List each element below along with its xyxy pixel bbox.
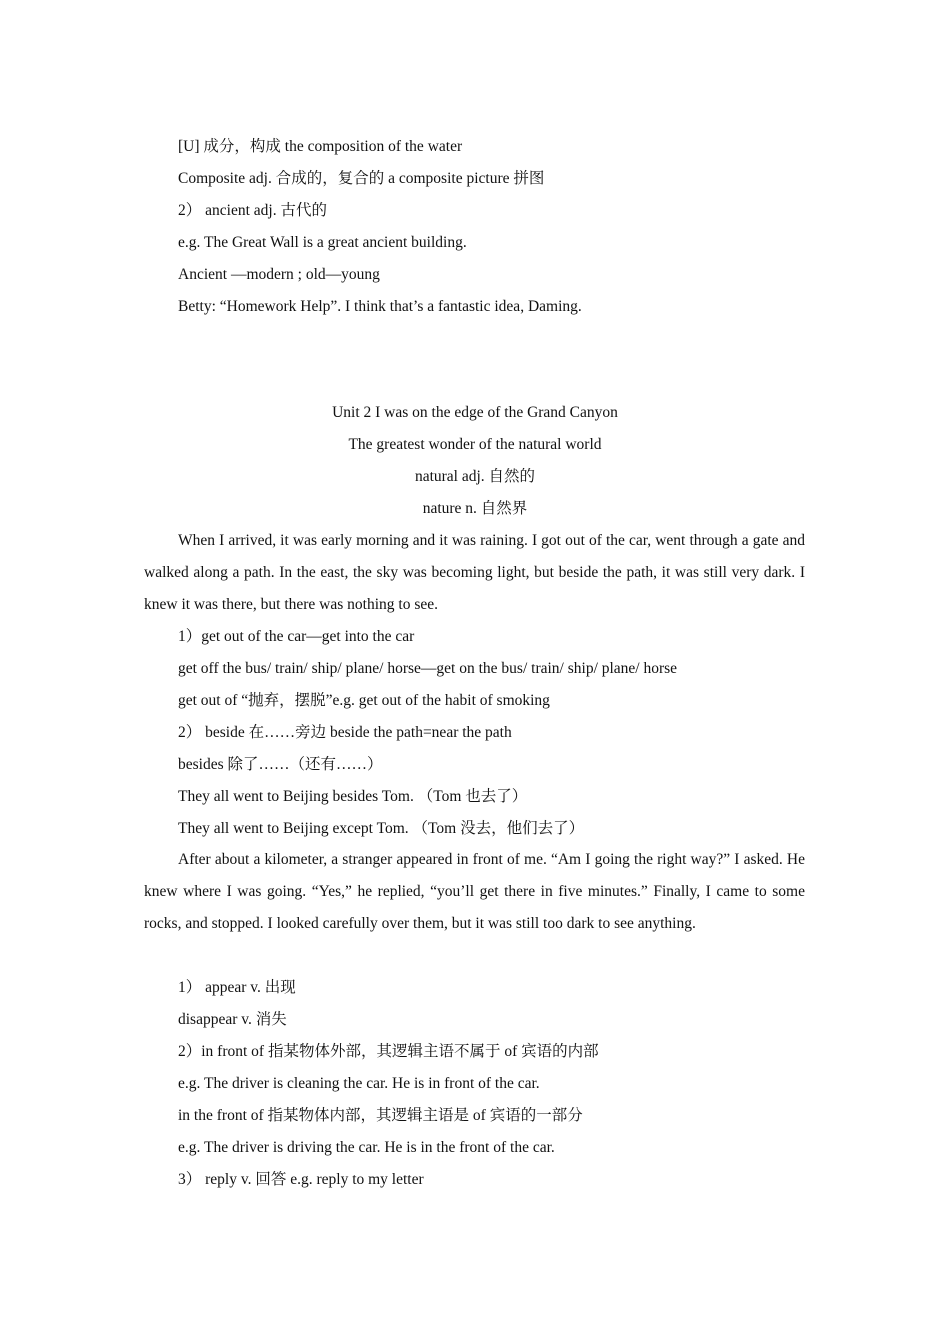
note-line: e.g. The driver is driving the car. He is in the front of the car. [178, 1139, 555, 1156]
note-line: 1）get out of the car—get into the car [178, 628, 415, 645]
note-line: 1） appear v. 出现 [178, 979, 296, 996]
note-line: 2） beside 在……旁边 beside the path=near the path [178, 724, 512, 741]
note-line: Betty: “Homework Help”. I think that’s a fantastic idea, Daming. [178, 298, 582, 315]
vocab-nature: nature n. 自然界 [422, 500, 528, 517]
note-line: 3） reply v. 回答 e.g. reply to my letter [178, 1171, 424, 1188]
note-line: get out of “抛弃，摆脱”e.g. get out of the habit of smoking [178, 692, 550, 709]
note-line: 2） ancient adj. 古代的 [178, 202, 327, 219]
unit-title: Unit 2 I was on the edge of the Grand Canyon [332, 404, 618, 421]
passage-paragraph: When I arrived, it was early morning and it was raining. I got out of the car, went through a gate and walked along a path. In the east, the sky was becoming light, but beside the path, it was still very dark. I knew it was there, but there was nothing to see. [144, 532, 805, 613]
note-line: Composite adj. 合成的，复合的 a composite picture 拼图 [178, 170, 545, 187]
note-line: besides 除了……（还有……） [178, 756, 383, 773]
note-line: They all went to Beijing besides Tom. （Tom 也去了） [178, 788, 528, 805]
note-line: in the front of 指某物体内部，其逻辑主语是 of 宾语的一部分 [178, 1107, 583, 1124]
note-line: e.g. The driver is cleaning the car. He is in front of the car. [178, 1075, 540, 1092]
note-line: [U] 成分，构成 the composition of the water [178, 138, 463, 155]
note-line: get off the bus/ train/ ship/ plane/ horse—get on the bus/ train/ ship/ plane/ horse [178, 660, 678, 677]
vocab-natural: natural adj. 自然的 [414, 468, 536, 485]
note-line: They all went to Beijing except Tom. （Tom 没去，他们去了） [178, 820, 585, 837]
note-line: 2）in front of 指某物体外部，其逻辑主语不属于 of 宾语的内部 [178, 1043, 599, 1060]
note-line: disappear v. 消失 [178, 1011, 287, 1028]
passage-paragraph: After about a kilometer, a stranger appeared in front of me. “Am I going the right way?” I asked. He knew where I was going. “Yes,” he replied, “you’ll get there in five minutes.” Finally, I came to some rocks, and stopped. I looked carefully over them, but it was still too dark to see anything. [144, 851, 805, 932]
unit-subtitle: The greatest wonder of the natural world [348, 436, 602, 453]
note-line: e.g. The Great Wall is a great ancient building. [178, 234, 467, 251]
note-line: Ancient —modern ; old—young [178, 266, 380, 283]
